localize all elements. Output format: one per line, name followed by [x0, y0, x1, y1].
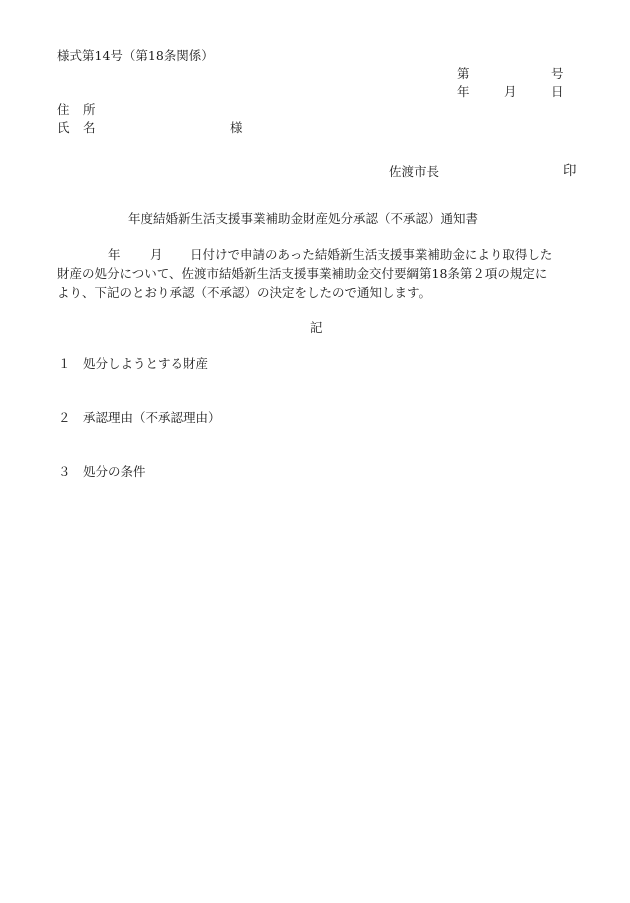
body-line-3: より、下記のとおり承認（不承認）の決定をしたので通知します。 [57, 285, 432, 300]
item-text-3: 処分の条件 [83, 464, 146, 479]
document-number-prefix: 第 [457, 66, 470, 81]
address-label-char-2: 所 [83, 102, 96, 117]
name-label-char-2: 名 [83, 120, 96, 135]
body-year-label: 年 [108, 247, 121, 262]
name-honorific: 様 [230, 120, 243, 135]
address-label-char-1: 住 [57, 102, 70, 117]
form-number-label: 様式第14号（第18条関係） [57, 48, 214, 63]
body-line-2: 財産の処分について、佐渡市結婚新生活支援事業補助金交付要綱第18条第２項の規定に [57, 266, 548, 281]
name-label-char-1: 氏 [57, 120, 70, 135]
date-month-label: 月 [504, 84, 517, 99]
body-line-1: 日付けで申請のあった結婚新生活支援事業補助金により取得した [190, 247, 553, 262]
ki-heading: 記 [310, 320, 323, 335]
item-text-1: 処分しようとする財産 [83, 356, 209, 371]
document-number-suffix: 号 [551, 66, 564, 81]
issuer-title: 佐渡市長 [389, 164, 440, 179]
date-day-label: 日 [551, 84, 564, 99]
date-year-label: 年 [457, 84, 470, 99]
body-month-label: 月 [150, 247, 163, 262]
document-title: 年度結婚新生活支援事業補助金財産処分承認（不承認）通知書 [128, 211, 479, 226]
item-number-1: １ [58, 356, 71, 371]
item-text-2: 承認理由（不承認理由） [83, 410, 221, 425]
seal-mark: 印 [563, 163, 577, 179]
item-number-2: ２ [58, 410, 71, 425]
item-number-3: ３ [58, 464, 71, 479]
